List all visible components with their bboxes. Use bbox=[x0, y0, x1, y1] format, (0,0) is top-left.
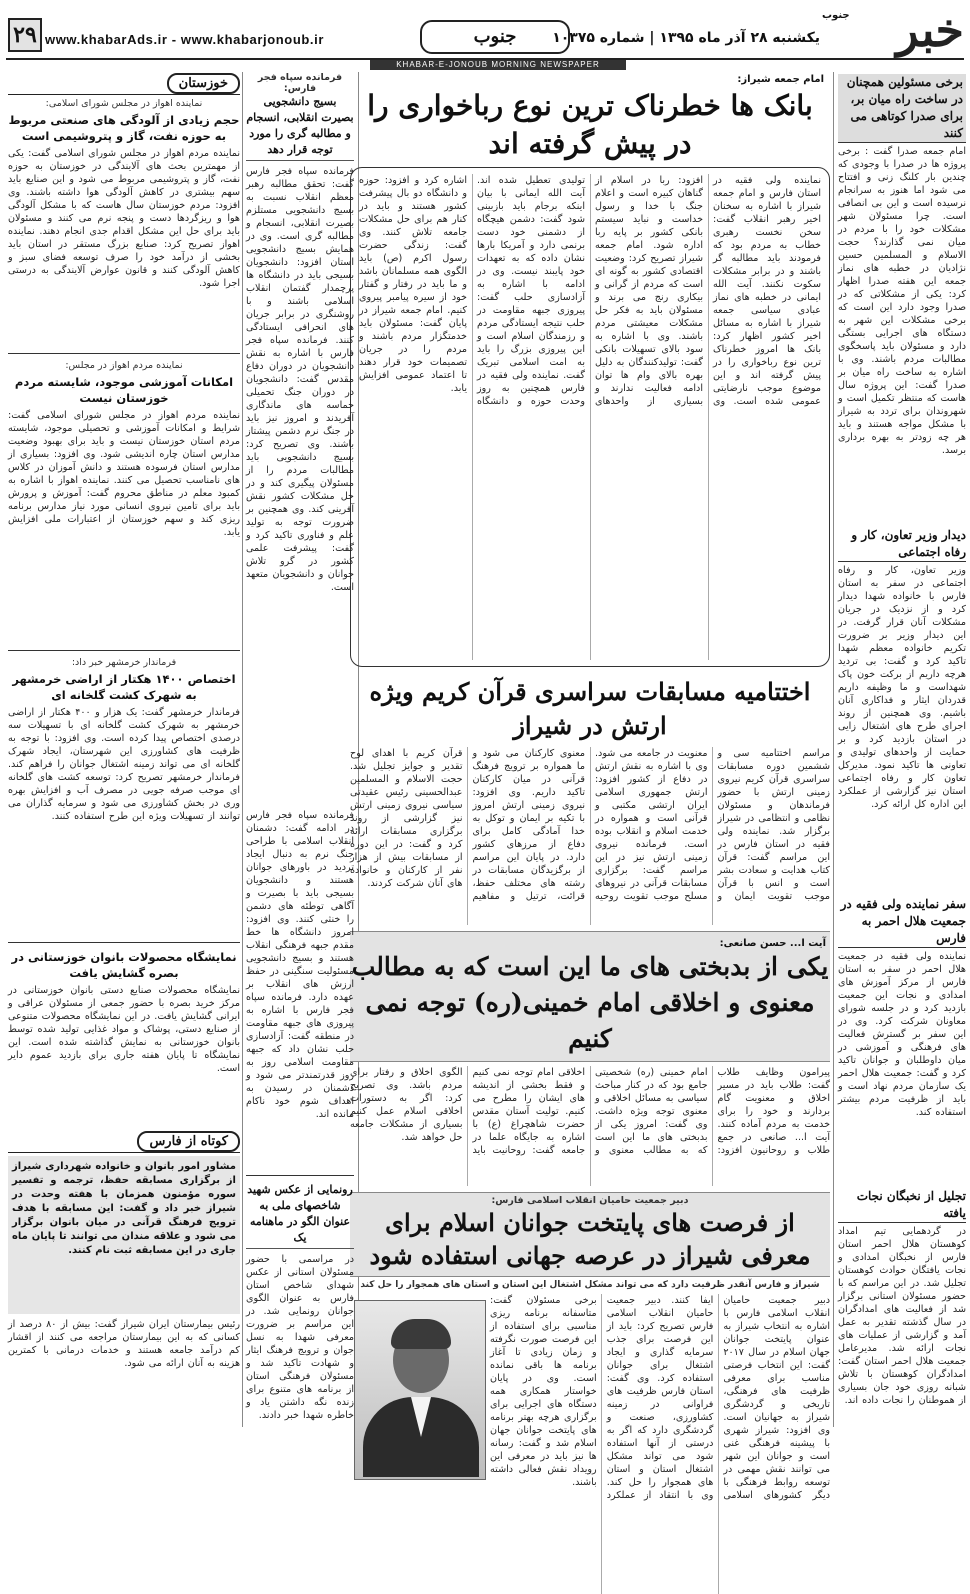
website-urls[interactable]: www.khabarAds.ir - www.khabarjonoub.ir bbox=[45, 32, 324, 47]
article-headline[interactable]: اختصاص ۱۴۰۰ هکتار از اراضی خرمشهر به شهرک کشت گلخانه ای bbox=[12, 672, 236, 702]
article-headline[interactable]: بسیج دانشجویی بصیرت انقلابی، انسجام و مطالبه گری را مورد توجه قرار دهد bbox=[246, 94, 354, 161]
person-photo bbox=[354, 1300, 486, 1480]
article-kicker: فرمانده سپاه فجر فارس: bbox=[257, 72, 343, 94]
short-news-box bbox=[8, 1156, 240, 1314]
youth-story-kicker: دبیر جمعیت حامیان انقلاب اسلامی فارس: bbox=[491, 1195, 689, 1206]
quote-story-headline[interactable]: یکی از بدبختی های ما این است که به مطالب معنوی و اخلاقی امام خمینی(ره) توجه نمی کنیم bbox=[351, 952, 829, 1053]
issue-dateline: یکشنبه ۲۸ آذر ماه ۱۳۹۵ | شماره ۱۰۳۷۵ bbox=[552, 30, 820, 46]
left-news-column bbox=[8, 72, 240, 1427]
article-headline[interactable]: نمایشگاه محصولات بانوان خوزستانی در بصره گشایش یافت bbox=[11, 950, 237, 980]
short-news-badge[interactable]: کوتاه از فارس bbox=[137, 1131, 240, 1152]
article-body: فرمانده سپاه فجر فارس گفت: تحقق مطالبه رهبر معظم انقلاب نسبت به بسیج دانشجویی مستلزم بصیرت انقلابی، انسجام و مطالبه گری است. وی در همایش بسیج دانشجویی استان افزود: دانشجویان بسیجی باید در دانشگاه ها پرچمدار گفتمان انقلاب اسلامی باشند و با روشنگری در برابر جریان های انحرافی ایستادگی کنند. فرمانده سپاه فجر فارس با اشاره به نقش دانشجویان در دوران دفاع مقدس گفت: دانشجویان در دوران جنگ تحمیلی حماسه های ماندگاری آفریدند و امروز نیز باید در جنگ نرم دشمن پیشتاز باشند. وی تصریح کرد: بسیج دانشجویی باید مطالبات مردم را از مسئولان پیگیری کند و در حل مشکلات کشور نقش آفرینی کند. وی همچنین بر ضرورت توجه به تولید علم و فناوری تاکید کرد و گفت: پیشرفت علمی کشور در گرو تلاش جوانان و دانشجویان متعهد است. bbox=[246, 166, 354, 593]
article-body: نماینده ولی فقیه در جمعیت هلال احمر در سفر به استان فارس از مرکز آموزش های امدادی و نجات این جمعیت بازدید کرد و در جلسه شورای معاونان شرکت کرد. وی در این سفر بر گسترش فعالیت های فرهنگی و آموزشی در میان داوطلبان و جوانان تاکید کرد و گفت: جمعیت هلال احمر یک سازمان مردم نهاد است و باید از ظرفیت مردم بیشتر استفاده کند. bbox=[838, 951, 966, 1118]
article-kicker: نماینده اهواز در مجلس شورای اسلامی: bbox=[45, 98, 203, 109]
article-headline[interactable]: حجم زیادی از آلودگی های صنعتی مربوط به حوزه نفت، گاز و پتروشیمی است bbox=[8, 113, 240, 143]
article-body: فرمانده سپاه فجر فارس در ادامه گفت: دشمنان انقلاب اسلامی با طراحی جنگ نرم به دنبال ایجاد تردید در باورهای جوانان هستند و دانشجویان بسیجی باید با بصیرت و آگاهی توطئه های دشمن را خنثی کنند. وی افزود: امروز دانشگاه ها خط مقدم جبهه فرهنگی انقلاب هستند و بسیج دانشجویی مسئولیت سنگینی در حفظ ارزش های انقلاب بر عهده دارد. فرمانده سپاه فجر فارس با اشاره به پیروزی های جبهه مقاومت در منطقه گفت: آزادسازی حلب نشان داد که جبهه مقاومت اسلامی روز به روز قدرتمندتر می شود و دشمنان در رسیدن به اهداف شوم خود ناکام مانده اند. bbox=[246, 810, 354, 1120]
youth-story-banner bbox=[350, 1192, 830, 1277]
quote-story-kicker: آیت ا... حسن صانعی: bbox=[719, 938, 826, 949]
short-news-badge-row bbox=[8, 1130, 240, 1153]
article-body: در مراسمی با حضور مسئولان استانی از عکس شهدای شاخص استان فارس به عنوان الگوی جوانان رونمایی شد. در این مراسم بر ضرورت معرفی شهدا به نسل جوان و ترویج فرهنگ ایثار و شهادت تاکید شد و مسئولان فرهنگی استان از برنامه های متنوع برای زنده نگه داشتن یاد و خاطره شهدا خبر دادند. bbox=[246, 1254, 354, 1421]
newspaper-logo[interactable] bbox=[814, 4, 964, 64]
middle-news-column bbox=[246, 72, 354, 1427]
article-body: وزیر تعاون، کار و رفاه اجتماعی در سفر به استان فارس با خانواده شهدا دیدار کرد و از نزدیک در جریان مشکلات آنان قرار گرفت. در این دیدار وزیر بر ضرورت تکریم خانواده معظم شهدا تاکید کرد و گفت: بی تردید هرچه داریم از برکت خون پاک شهداست و ما وظیفه داریم قدردان ایثار و فداکاری آنان باشیم. وی همچنین از روند اجرای طرح های اشتغال زایی در استان بازدید کرد و بر حمایت از واحدهای تولیدی و تعاونی ها تاکید نمود. مدیرکل تعاون کار و رفاه اجتماعی استان نیز گزارشی از عملکرد این اداره کل ارائه کرد. bbox=[838, 565, 966, 810]
quran-story-headline[interactable]: اختتامیه مسابقات سراسری قرآن کریم ویژه ارتش در شیراز bbox=[369, 677, 811, 740]
logo-wordmark: خبر bbox=[896, 3, 964, 57]
article-body: نماینده مردم اهواز در مجلس شورای اسلامی گفت: یکی از مهمترین بحث های آلایندگی در خوزستان به حوزه نفت، گاز و پتروشیمی مربوط می شود و این صنایع باید سهم بیشتری در کاهش آلودگی هوا داشته باشند. وی افزود: مردم خوزستان سال هاست که با مشکل آلودگی هوا و ریزگردها دست و پنجه نرم می کنند و مسئولان باید برای حل این مشکل اقدام جدی انجام دهند. نماینده اهواز تصریح کرد: صنایع بزرگ مستقر در استان باید بخشی از درآمد خود را صرف توسعه فضای سبز و کاهش آلودگی کنند و قانون عوارض آلایندگی به درستی اجرا شود. bbox=[8, 148, 240, 289]
quote-story-banner bbox=[350, 931, 830, 1062]
short-news-item: مشاور امور بانوان و خانواده شهرداری شیراز از برگزاری مسابقه حفظ، ترجمه و تفسیر سوره مؤمنون همزمان با هفته وحدت در شیراز خبر داد و گفت: این مسابقه با هدف ترویج فرهنگ قرآنی در میان بانوان برگزار می شود و علاقه مندان می توانند تا پایان ماه جاری در این مسابقه ثبت نام کنند. bbox=[12, 1161, 236, 1256]
youth-story-headline[interactable]: از فرصت های پایتخت جوانان اسلام برای معرفی شیراز در عرصه جهانی استفاده شود bbox=[369, 1208, 811, 1270]
article-headline[interactable]: برخی مسئولین همچنان در ساخت راه میان بر، برای صدرا کوتاهی می کنند bbox=[838, 74, 966, 143]
article-body: در گردهمایی تیم امداد کوهستان هلال احمر استان فارس از نخبگان امدادی و نجات یافتگان حوادث کوهستان تجلیل شد. در این مراسم که با حضور مسئولان استانی برگزار شد از فعالیت های امدادگران در سال گذشته تقدیر به عمل آمد و گزارشی از عملیات های نجات ارائه شد. مدیرعامل جمعیت هلال احمر استان گفت: امدادگران کوهستان با تلاش شبانه روزی خود جان بسیاری از هموطنان را نجات داده اند. bbox=[838, 1226, 966, 1406]
main-news-area bbox=[350, 72, 830, 1501]
quran-story-body: مراسم اختتامیه سی و ششمین دوره مسابقات سراسری قرآن کریم نیروی زمینی ارتش با حضور فرماندهان و مسئولان نظامی و انتظامی در شیراز برگزار شد. نماینده ولی فقیه در استان فارس در این مراسم گفت: قرآن کتاب هدایت و سعادت بشر است و انس با قرآن موجب تقویت ایمان و معنویت در جامعه می شود. وی با اشاره به نقش ارتش در دفاع از کشور افزود: ارتش جمهوری اسلامی ایران ارتشی مکتبی و قرآنی است و همواره در خدمت اسلام و انقلاب بوده است. فرمانده نیروی زمینی ارتش نیز در این مراسم گفت: برگزاری مسابقات قرآنی در نیروهای مسلح موجب تقویت روحیه معنوی کارکنان می شود و ما همواره بر ترویج فرهنگ قرآنی در میان کارکنان تاکید داریم. وی افزود: نیروی زمینی ارتش امروز با تکیه بر ایمان و توکل به خدا آمادگی کامل برای دفاع از مرزهای کشور دارد. در پایان این مراسم از برگزیدگان مسابقات در رشته های مختلف حفظ، قرائت، ترتیل و مفاهیم قرآن کریم با اهدای لوح تقدیر و جوایز تجلیل شد. حجت الاسلام و المسلمین عبدالحسینی رئیس عقیدتی سیاسی نیروی زمینی ارتش نیز گزارشی از روند برگزاری مسابقات ارائه کرد و گفت: در این دوره از مسابقات بیش از هزار نفر از کارکنان و خانواده های آنان شرکت کردند. bbox=[350, 748, 830, 902]
article-body: نماینده مردم اهواز در مجلس شورای اسلامی گفت: شرایط و امکانات آموزشی و تحصیلی موجود، شایسته مردم استان خوزستان نیست و باید برای بهبود وضعیت مدارس استان چاره اندیشی شود. وی افزود: بسیاری از مدارس استان فرسوده هستند و دانش آموزان در کلاس های نامناسب تحصیل می کنند. نماینده اهواز با اشاره به کمبود معلم در مناطق محروم گفت: آموزش و پرورش باید برای تامین نیروی انسانی مورد نیاز مدارس برنامه ریزی کند و سهم خوزستان از اعتبارات ملی افزایش یابد. bbox=[8, 410, 240, 538]
article-headline[interactable]: امکانات آموزشی موجود، شایسته مردم خوزستان نیست bbox=[14, 375, 234, 405]
article-body: نمایشگاه محصولات صنایع دستی بانوان خوزستانی در مرکز خرید بصره با حضور جمعی از مسئولان عراقی و ایرانی گشایش یافت. در این نمایشگاه محصولات متنوعی از صنایع دستی، پوشاک و مواد غذایی تولید شده توسط بانوان خوزستانی به نمایش گذاشته شده است. این نمایشگاه تا پایان هفته جاری برای بازدید عموم دایر است. bbox=[8, 985, 240, 1074]
article-headline[interactable]: دیدار وزیر تعاون، کار و رفاه اجتماعی bbox=[838, 527, 966, 562]
main-story-body: نماینده ولی فقیه در استان فارس و امام جمعه شیراز با اشاره به سخنان اخیر رهبر انقلاب گفت: سخن نخست رهبری خطاب به مردم بود که فرمودند باید مطالبه گر باشند و در برابر مشکلات سکوت نکنند. آیت الله ایمانی در خطبه های نماز عبادی سیاسی جمعه شیراز با اشاره به مسائل اخیر کشور اظهار کرد: بانک ها امروز خطرناک ترین نوع رباخواری را در پیش گرفته اند و این موضوع موجب نارضایتی عمومی شده است. وی افزود: ربا در اسلام از گناهان کبیره است و اعلام جنگ با خدا و رسول خداست و نباید سیستم بانکی کشور بر پایه ربا اداره شود. امام جمعه شیراز تصریح کرد: وضعیت اقتصادی کشور به گونه ای است که مردم از گرانی و بیکاری رنج می برند و مسئولان باید به فکر حل مشکلات معیشتی مردم باشند. وی با اشاره به سود بالای تسهیلات بانکی گفت: تولیدکنندگان به دلیل بهره بالای وام ها توان ادامه فعالیت ندارند و بسیاری از واحدهای تولیدی تعطیل شده اند. آیت الله ایمانی با بیان اینکه برجام باید بازبینی شود گفت: دشمن هیچگاه از دشمنی خود دست برنمی دارد و آمریکا بارها نشان داده که به تعهدات خود پایبند نیست. وی در ادامه با اشاره به آزادسازی حلب گفت: پیروزی جبهه مقاومت در حلب نتیجه ایستادگی مردم و رزمندگان اسلام است و این پیروزی بزرگ را باید به امت اسلامی تبریک گفت. نماینده ولی فقیه در فارس همچنین به روز وحدت حوزه و دانشگاه اشاره کرد و افزود: حوزه و دانشگاه دو بال پیشرفت کشور هستند و باید در کنار هم برای حل مشکلات جامعه تلاش کنند. وی گفت: زندگی حضرت رسول اکرم (ص) باید الگوی همه مسلمانان باشد و ما باید در رفتار و گفتار خود از سیره پیامبر پیروی کنیم. امام جمعه شیراز در پایان گفت: مسئولان باید خدمتگزار مردم باشند و مردم را در جریان تصمیمات خود قرار دهند تا اعتماد عمومی افزایش یابد. bbox=[350, 167, 830, 667]
article-headline[interactable]: سفر نماینده ولی فقیه در جمعیت هلال احمر به فارس bbox=[838, 896, 966, 948]
main-story-kicker: امام جمعه شیراز: bbox=[737, 74, 824, 85]
article-kicker: نماینده مردم اهواز در مجلس: bbox=[65, 360, 183, 371]
short-news-item: رئیس بیمارستان ایران شیراز گفت: بیش از ۸۰ درصد از کسانی که به این بیمارستان مراجعه می کنند از اقشار کم درآمد جامعه هستند و خدمات درمانی با کمترین هزینه به آنان ارائه می شود. bbox=[8, 1319, 240, 1369]
youth-story-area bbox=[350, 1294, 830, 1594]
article-kicker: فرماندار خرمشهر خبر داد: bbox=[71, 657, 177, 668]
section-badge-row bbox=[8, 72, 240, 95]
article-headline[interactable]: تجلیل از نخبگان نجات یافته bbox=[838, 1188, 966, 1223]
section-title: جنوب bbox=[420, 20, 570, 54]
section-badge[interactable]: خوزستان bbox=[167, 73, 240, 94]
main-story-headline[interactable]: بانک ها خطرناک ترین نوع رباخواری را در پیش گرفته اند bbox=[367, 89, 813, 160]
logo-subtitle: جنوب bbox=[822, 10, 850, 21]
column-divider bbox=[242, 72, 243, 1427]
right-news-column bbox=[838, 72, 966, 1427]
youth-story-body: دبیر جمعیت حامیان انقلاب اسلامی فارس با اشاره به انتخاب شیراز به عنوان پایتخت جوانان جهان اسلام در سال ۲۰۱۷ گفت: این انتخاب فرصتی مناسب برای معرفی ظرفیت های فرهنگی، تاریخی و گردشگری شیراز به جهانیان است. وی افزود: شیراز شهری با پیشینه فرهنگی غنی است و جوانان این شهر می توانند نقش مهمی در توسعه روابط فرهنگی با دیگر کشورهای اسلامی ایفا کنند. دبیر جمعیت حامیان انقلاب اسلامی فارس تصریح کرد: باید از این فرصت برای جذب سرمایه گذاری و ایجاد اشتغال برای جوانان استفاده کرد. وی گفت: استان فارس ظرفیت های فراوانی در زمینه کشاورزی، صنعت و گردشگری دارد که اگر به درستی از آنها استفاده شود می تواند مشکل اشتغال استان و استان های همجوار را حل کند. وی با انتقاد از عملکرد برخی مسئولان گفت: متاسفانه برنامه ریزی مناسبی برای استفاده از این فرصت صورت نگرفته و زمان زیادی تا آغاز برنامه ها باقی نمانده است. وی در پایان خواستار همکاری همه دستگاه های اجرایی برای برگزاری هرچه بهتر برنامه های پایتخت جوانان جهان اسلام شد و گفت: رسانه ها نیز باید در معرفی این رویداد نقش فعالی داشته باشند. bbox=[490, 1295, 830, 1501]
youth-story-subhead: شیراز و فارس آنقدر ظرفیت دارد که می تواند مشکل اشتغال این استان و استان های همجوار را حل کند bbox=[360, 1280, 820, 1290]
english-tagline: KHABAR-E-JONOUB MORNING NEWSPAPER bbox=[370, 60, 626, 70]
masthead bbox=[0, 0, 970, 69]
quote-story-body: پیرامون وظایف طلاب گفت: طلاب باید در مسیر اخلاق و معنویت گام بردارند و خود را برای خدمت به مردم آماده کنند. آیت ا... صانعی در جمع طلاب و روحانیون افزود: امام خمینی (ره) شخصیتی جامع بود که در کنار مباحث سیاسی به مسائل اخلاقی و معنوی توجه ویژه داشت. وی گفت: امروز یکی از بدبختی های ما این است که به مطالب معنوی و اخلاقی امام توجه نمی کنیم و فقط بخشی از اندیشه های ایشان را مطرح می کنیم. تولیت آستان مقدس حضرت شاهچراغ (ع) با اشاره به جایگاه علما در جامعه گفت: روحانیت باید الگوی اخلاق و رفتار برای مردم باشد. وی تصریح کرد: اگر به دستورات اخلاقی اسلام عمل کنیم بسیاری از مشکلات جامعه حل خواهد شد. bbox=[350, 1067, 830, 1156]
article-headline[interactable]: رونمایی از عکس شهید شاخصهای ملی به عنوان الگو در ماهنامه یک bbox=[246, 1182, 354, 1249]
article-body: فرماندار خرمشهر گفت: یک هزار و ۴۰۰ هکتار از اراضی خرمشهر به شهرک کشت گلخانه ای با تسهیلات سه درصدی اختصاص پیدا کرده است. وی افزود: با توجه به ظرفیت های کشاورزی این شهرستان، ایجاد شهرک گلخانه ای می تواند زمینه اشتغال جوانان را فراهم کند. فرماندار خرمشهر تصریح کرد: توسعه کشت های گلخانه ای موجب صرفه جویی در مصرف آب و افزایش بهره وری در بخش کشاورزی می شود و سرمایه گذاران می توانند از تسهیلات ویژه این طرح استفاده کنند. bbox=[8, 707, 240, 822]
article-body: امام جمعه صدرا گفت : برخی پروژه ها در صدرا با وجودی که چندین بار کلنگ زنی و افتتاح می شود اما هنوز به سرانجام نرسیده است و این بی انصافی است. چرا مسئولان شهر مشکلات خود را با مردم در میان نمی گذارند؟ حجت الاسلام و المسلمین حسین نژادیان در خطبه های نماز جمعه این هفته صدرا اظهار کرد: یکی از مشکلاتی که در صدرا وجود دارد این است که برخی مشکلات این شهر به دستگاه های اجرایی بستگی دارد و مسئولان باید پاسخگوی مطالبات مردم باشند. وی با اشاره به ساخت راه میان بر صدرا گفت: این پروژه سال هاست که منتظر تکمیل است و شهروندان برای تردد به شیراز با مشکل مواجه هستند و باید هر چه زودتر به بهره برداری برسد. bbox=[838, 146, 966, 456]
column-divider bbox=[833, 72, 834, 1427]
page-number: ۲۹ bbox=[8, 18, 42, 52]
